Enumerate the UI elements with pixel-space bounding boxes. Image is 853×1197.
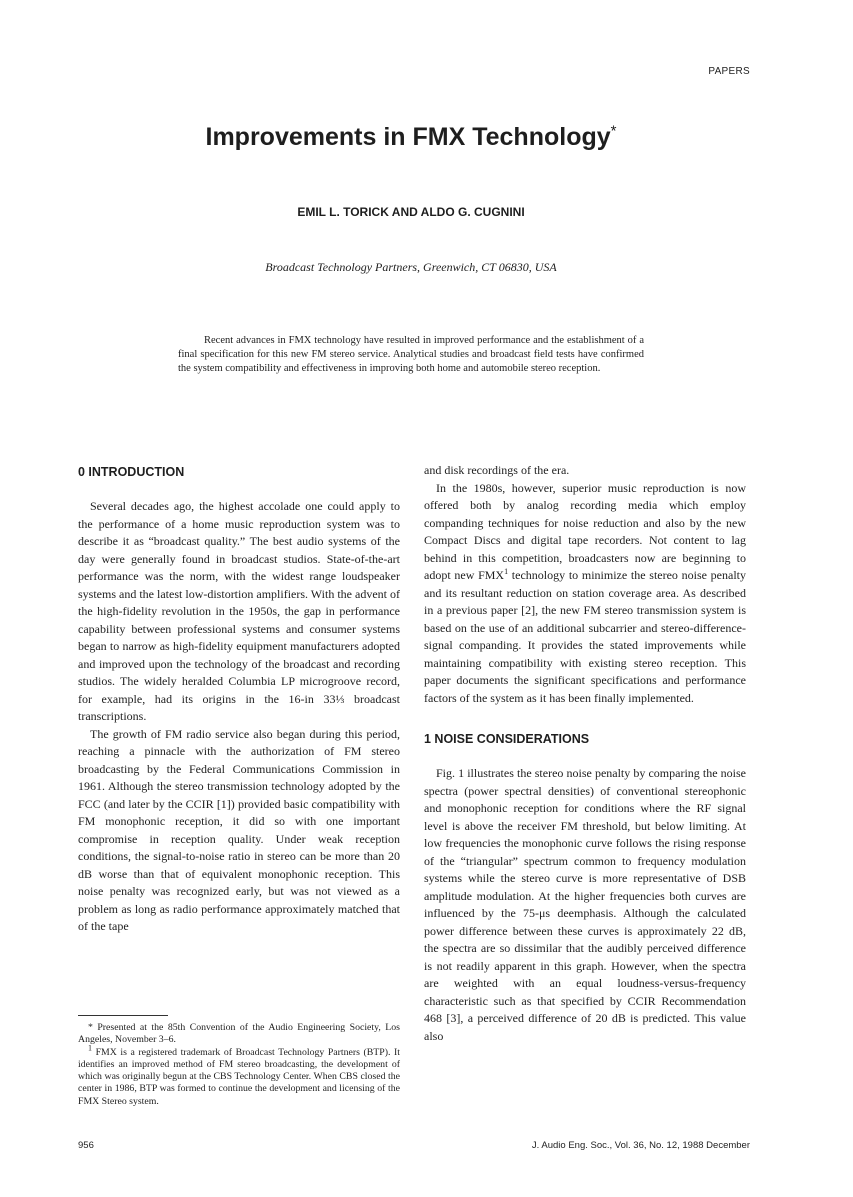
intro-paragraph-2: The growth of FM radio service also began during this period, reaching a pinnacle with the authorization of FM stereo broadcasting by the Federal Communications Commission in 1961. Although the stereo transmission technology adopted by the FCC (and later by the CCIR [1]) provided basic compatibility with FM monophonic reception, it did so with one important compromise in reception quality. Under weak reception conditions, the signal-to-noise ratio in stereo can be more than 20 dB worse than that of equivalent monophonic reception. This noise penalty was recognized early, but was not viewed as a problem as long as radio performance approximately matched that of the tape	[78, 726, 400, 933]
paper-title-text: Improvements in FMX Technology	[205, 123, 611, 151]
affiliation: Broadcast Technology Partners, Greenwich, CT 06830, USA	[265, 260, 557, 274]
section-tag: PAPERS	[708, 66, 750, 77]
page-number: 956	[78, 1140, 94, 1151]
noise-paragraph-1: Fig. 1 illustrates the stereo noise penalty by comparing the noise spectra (power spectral densities) of conventional stereophonic and monophonic reception for conditions where the RF signal level is above the receiver FM threshold, but below limiting. At low frequencies the monophonic curve follows the rising response of the “triangular” spectrum common to frequency modulation systems while the stereo curve is more representative of DSB amplitude modulation. At the higher frequencies both curves are influenced by the 75-μs deemphasis. Although the calculated power difference between these curves is approximately 22 dB, the spectra are so dissimilar that the audibly perceived difference is not readily apparent in this graph. However, when the spectra are weighted with an equal loudness-versus-frequency characteristic such as that specified by CCIR Recommendation 468 [3], a perceived difference of 20 dB is predicted. This value also	[424, 766, 746, 1043]
journal-citation: J. Audio Eng. Soc., Vol. 36, No. 12, 1988 December	[531, 1140, 750, 1151]
right-column	[424, 462, 746, 1045]
intro-paragraph-3-part-b: technology to minimize the stereo noise penalty and its resultant reduction on station coverage area. As described in a previous paper [2], the new FM stereo transmission system is based on the use of an additional subcarrier and stereo-difference-signal companding. It provides the stated improvements while maintaining compatibility with existing stereo reception. This paper documents the significant specifications and performance factors of the system as it has been finally implemented.	[424, 568, 746, 705]
intro-paragraph-3	[424, 480, 746, 708]
intro-paragraph-2-continued: and disk recordings of the era.	[424, 463, 570, 477]
author-list: EMIL L. TORICK AND ALDO G. CUGNINI	[297, 205, 525, 219]
footnote-fmx-trademark	[78, 1043, 400, 1108]
footnotes	[78, 1022, 400, 1108]
title-footnote-mark: *	[610, 122, 617, 140]
section-heading-introduction: 0 INTRODUCTION	[78, 465, 185, 479]
footnote-mark: 1	[88, 1043, 92, 1053]
footnote-rule	[78, 1015, 168, 1016]
intro-paragraph-1: Several decades ago, the highest accolade one could apply to the performance of a home music reproduction system was to describe it as “broadcast quality.” The best audio systems of the day were generally found in broadcast studios. State-of-the-art performance was the norm, with the widest range loudspeaker systems and the latest low-distortion amplifiers. With the advent of the high-fidelity revolution in the 1950s, the gap in performance capability between professional systems and consumer systems began to narrow as high-fidelity equipment manufacturers adopted and improved upon the technology of the broadcast and recording studios. The widely heralded Columbia LP microgroove record, for example, had its origins in the 16-in 33⅓ broadcast transcriptions.	[78, 499, 400, 723]
left-column	[78, 462, 400, 936]
intro-paragraph-3-part-a: In the 1980s, however, superior music reproduction is now offered both by analog recording media which employ companding techniques for noise reduction and also by the new Compact Discs and digital tape recorders. Not content to lag behind in this competition, broadcasters now are beginning to adopt new FMX	[424, 480, 746, 582]
abstract	[178, 334, 644, 376]
paper-title	[0, 123, 822, 152]
abstract-text: Recent advances in FMX technology have resulted in improved performance and the establishment of a final specification for this new FM stereo service. Analytical studies and broadcast field tests have confirmed the system compatibility and effectiveness in improving both home and automobile stereo reception.	[178, 335, 644, 374]
footnote-fmx-text: FMX is a registered trademark of Broadcast Technology Partners (BTP). It identifies an improved method of FM stereo broadcasting, the development of which was originally begun at the CBS Technology Center. When CBS closed the center in 1986, BTP was formed to continue the development and licensing of the FMX Stereo system.	[78, 1046, 400, 1107]
footnote-presented: * Presented at the 85th Convention of the Audio Engineering Society, Los Angeles, November 3–6.	[78, 1022, 400, 1046]
section-heading-noise: 1 NOISE CONSIDERATIONS	[424, 732, 590, 746]
fmx-footnote-mark: 1	[504, 567, 509, 576]
